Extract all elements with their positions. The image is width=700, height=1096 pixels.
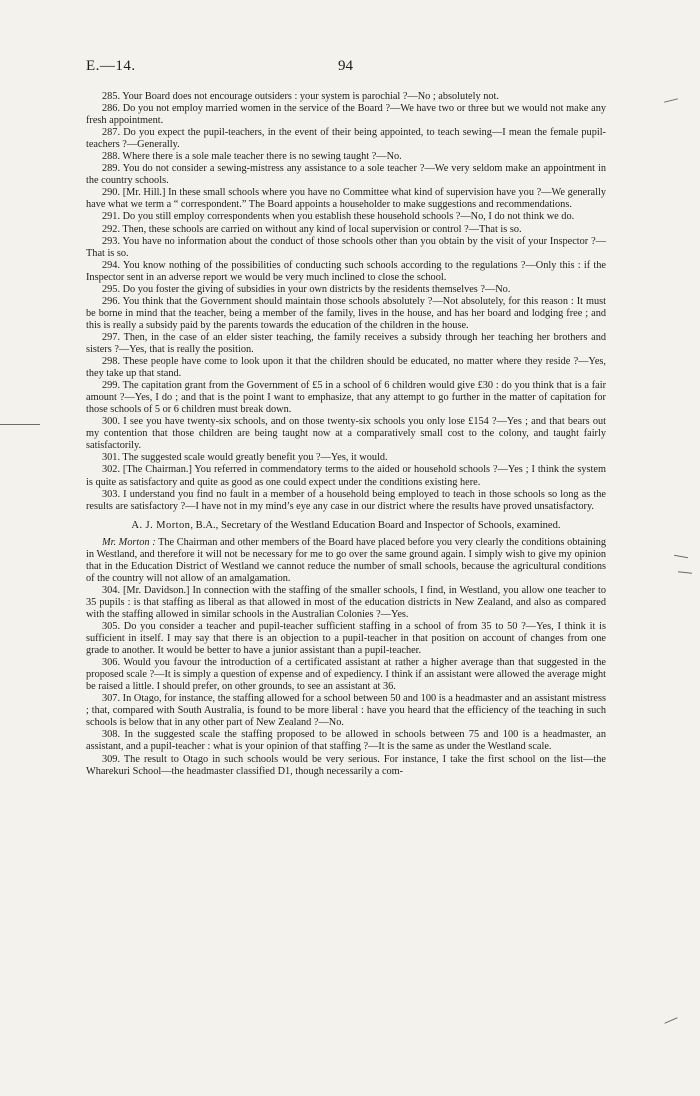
witness-title: , B.A., Secretary of the Westland Education Board and Inspector of Schools, examined. <box>190 519 561 531</box>
statement-speaker: Mr. Morton : <box>102 536 156 548</box>
document-reference: E.—14. <box>86 58 136 74</box>
question-paragraph: 291. Do you still employ correspondents when you establish these household schools ?—No, I do not think we do. <box>102 211 575 223</box>
question-paragraph: 286. Do you not employ married women in the service of the Board ?—We have two or three but we would not make any fresh appointment. <box>86 103 606 127</box>
question-paragraph: 289. You do not consider a sewing-mistress any assistance to a sole teacher ?—We very seldom make an appointment in the country schools. <box>86 163 606 187</box>
margin-mark <box>674 555 688 558</box>
question-paragraph: 285. Your Board does not encourage outsiders : your system is parochial ?—No ; absolutely not. <box>102 91 499 102</box>
question-paragraph: 294. You know nothing of the possibilities of conducting such schools according to the regulations ?—Only this : if the Inspector sent in an adverse report we would be very much inclined to close the school. <box>86 259 606 283</box>
question-paragraph: 296. You think that the Government should maintain those schools absolutely ?—Not absolutely, for this reason : It must be borne in mind that the teacher, being a member of the family, lives in the house, and has her board and lodging free ; and this is really a subsidy paid by the parents towards the education of the children in the house. <box>86 295 606 331</box>
margin-mark <box>664 1017 677 1024</box>
questions-block-before <box>86 91 606 513</box>
question-paragraph: 301. The suggested scale would greatly benefit you ?—Yes, it would. <box>102 452 388 464</box>
witness-statement <box>86 537 606 585</box>
questions-block-after <box>86 585 606 778</box>
document-body <box>86 91 606 778</box>
question-paragraph: 308. In the suggested scale the staffing proposed to be allowed in schools between 75 and 100 is a headmaster, an assistant, and a pupil-teacher : what is your opinion of that staffing ?—It is the same as under the Westland scale. <box>86 729 606 753</box>
margin-mark <box>664 98 678 102</box>
question-paragraph: 304. [Mr. Davidson.] In connection with the staffing of the smaller schools, I find, in Westland, you allow one teacher to 35 pupils : is that staffing as liberal as that allowed in most of the education districts in New Zealand, and also as compared with the staffing allowed in similar schools in the Australian Colonies ?—Yes. <box>86 584 606 620</box>
page-number: 94 <box>338 58 353 74</box>
question-paragraph: 290. [Mr. Hill.] In these small schools where you have no Committee what kind of supervision have you ?—We generally have what we term a “ correspondent.” The Board appoints a householder to make suggestions and recommendations. <box>86 187 606 211</box>
question-paragraph: 309. The result to Otago in such schools would be very serious. For instance, I take the first school on the list—the Wharekuri School—the headmaster classified D1, though necessarily a com- <box>86 753 606 777</box>
question-paragraph: 307. In Otago, for instance, the staffing allowed for a school between 50 and 100 is a headmaster and an assistant mistress ; that, compared with South Australia, is found to be more liberal : have you heard that the efficiency of the teaching in such schools is below that in any other part of New Zealand ?—No. <box>86 693 606 729</box>
statement-text: The Chairman and other members of the Board have placed before you very clearly the conditions obtaining in Westland, and therefore it will not be necessary for me to go over the same ground again. I simply wish to give my opinion that in the Education District of Westland we cannot reduce the number of small schools, because the agricultural conditions of the country will not allow of an amalgamation. <box>86 536 606 584</box>
question-paragraph: 295. Do you foster the giving of subsidies in your own districts by the residents themselves ?—No. <box>102 283 511 295</box>
question-paragraph: 300. I see you have twenty-six schools, and on those twenty-six schools you only lose £154 ?—Yes ; and that bears out my contention that those children are being taught now at a comparatively small cost to the colony, and taught fairly satisfactorily. <box>86 416 606 452</box>
question-paragraph: 302. [The Chairman.] You referred in commendatory terms to the aided or household schools ?—Yes ; I think the system is quite as satisfactory and quite as good as one could expect under the conditions existing here. <box>86 464 606 488</box>
question-paragraph: 306. Would you favour the introduction of a certificated assistant at rather a higher average than that suggested in the proposed scale ?—It is simply a question of expense and of expediency. I think if an assistant were allowed the average might be raised a little. I should prefer, on other grounds, to see an assistant at 36. <box>86 657 606 693</box>
question-paragraph: 292. Then, these schools are carried on without any kind of local supervision or control ?—That is so. <box>102 223 522 235</box>
question-paragraph: 288. Where there is a sole male teacher there is no sewing taught ?—No. <box>102 151 402 163</box>
question-paragraph: 287. Do you expect the pupil-teachers, in the event of their being appointed, to teach sewing—I mean the female pupil-teachers ?—Generally. <box>86 127 606 151</box>
margin-mark <box>678 571 692 573</box>
question-paragraph: 297. Then, in the case of an elder sister teaching, the family receives a subsidy through her teaching her brothers and sisters ?—Yes, that is really the position. <box>86 331 606 355</box>
question-paragraph: 303. I understand you find no fault in a member of a household being employed to teach in those schools so long as the results are satisfactory ?—I have not in my mind’s eye any case in our district where the results have proved unsatisfactory. <box>86 488 606 512</box>
question-paragraph: 299. The capitation grant from the Government of £5 in a school of 6 children would give £30 : do you think that is a fair amount ?—Yes, I do ; and that is the point I want to emphasize, that any attempt to go further in the matter of capitation for those schools of 5 or 6 children must break down. <box>86 380 606 416</box>
question-paragraph: 305. Do you consider a teacher and pupil-teacher sufficient staffing in a school of from 35 to 50 ?—Yes, I think it is sufficient in itself. I may say that there is an objection to a pupil-teacher in that position on account of changes from one grade to another. It would be better to have a junior assistant than a pupil-teacher. <box>86 621 606 657</box>
witness-name: A. J. Morton <box>131 519 191 531</box>
question-paragraph: 293. You have no information about the conduct of those schools other than you obtain by the visit of your Inspector ?—That is so. <box>86 235 606 259</box>
margin-mark <box>0 424 40 425</box>
witness-heading <box>86 520 606 532</box>
question-paragraph: 298. These people have come to look upon it that the children should be educated, no matter where they reside ?—Yes, they take up that stand. <box>86 356 606 380</box>
